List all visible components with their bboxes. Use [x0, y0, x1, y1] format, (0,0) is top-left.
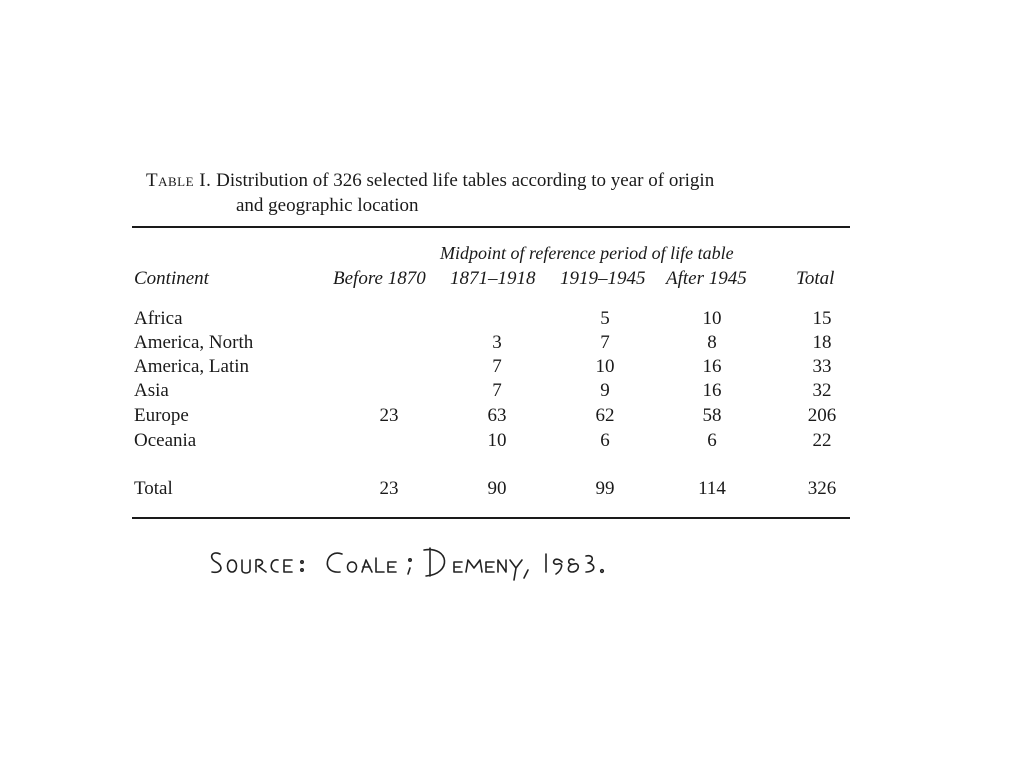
row-label: America, North: [134, 332, 254, 353]
row-label: Asia: [134, 380, 169, 401]
row-label: America, Latin: [134, 356, 250, 377]
table-caption: [146, 168, 846, 218]
col-header-1871-1918: 1871–1918: [450, 268, 536, 289]
cell-total: 15: [812, 308, 832, 329]
cell-after-1945: 16: [702, 380, 722, 401]
cell-1919-1945: 7: [600, 332, 610, 353]
cell-after-1945: 8: [707, 332, 717, 353]
cell-total: 33: [812, 356, 832, 377]
cell-1871-1918: 3: [492, 332, 502, 353]
cell-total: 18: [812, 332, 832, 353]
cell-total: 32: [812, 380, 832, 401]
cell-total: 206: [807, 405, 837, 426]
cell-1871-1918: 90: [487, 478, 507, 499]
cell-after-1945: 6: [707, 430, 717, 451]
table-label: Table I.: [146, 170, 212, 191]
cell-before-1870: 23: [379, 478, 399, 499]
cell-after-1945: 114: [698, 478, 726, 499]
col-header-total: Total: [796, 268, 835, 289]
handwriting-image: [206, 540, 636, 590]
cell-before-1870: 23: [379, 405, 399, 426]
handwritten-source-note: [206, 540, 636, 590]
cell-1871-1918: 7: [492, 380, 502, 401]
row-label: Europe: [134, 405, 189, 426]
row-label: Total: [134, 478, 173, 499]
top-rule: [132, 226, 850, 228]
cell-1919-1945: 6: [600, 430, 610, 451]
cell-1871-1918: 10: [487, 430, 507, 451]
span-header: Midpoint of reference period of life table: [440, 243, 734, 263]
cell-after-1945: 10: [702, 308, 722, 329]
col-header-continent: Continent: [134, 268, 209, 289]
cell-1919-1945: 5: [600, 308, 610, 329]
row-label: Oceania: [134, 430, 197, 451]
col-header-after-1945: After 1945: [666, 268, 747, 289]
cell-1871-1918: 7: [492, 356, 502, 377]
cell-after-1945: 58: [702, 405, 722, 426]
cell-1871-1918: 63: [487, 405, 507, 426]
cell-1919-1945: 99: [595, 478, 615, 499]
col-header-1919-1945: 1919–1945: [560, 268, 646, 289]
col-header-before-1870: Before 1870: [333, 268, 426, 289]
cell-total: 326: [807, 478, 837, 499]
caption-line-1: Distribution of 326 selected life tables according to year of origin: [216, 170, 715, 191]
cell-total: 22: [812, 430, 832, 451]
cell-1919-1945: 10: [595, 356, 615, 377]
caption-line-2: and geographic location: [236, 195, 419, 216]
cell-after-1945: 16: [702, 356, 722, 377]
cell-1919-1945: 9: [600, 380, 610, 401]
cell-1919-1945: 62: [595, 405, 615, 426]
row-label: Africa: [134, 308, 183, 329]
bottom-rule: [132, 517, 850, 519]
